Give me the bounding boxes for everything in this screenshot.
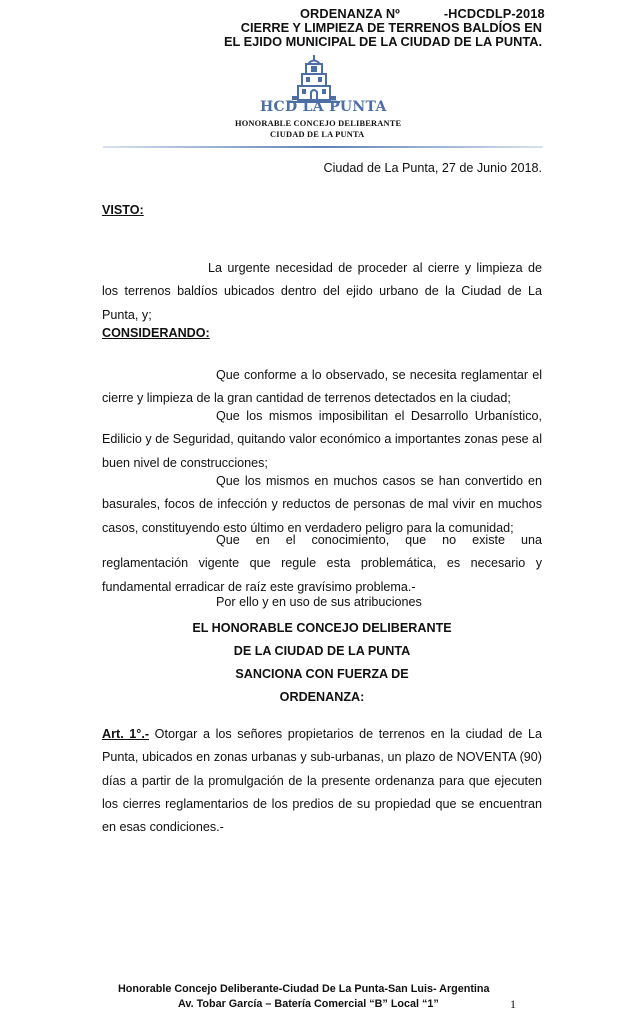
considerando-paragraph: Que los mismos en muchos casos se han convertido en basurales, focos de infección y reductos de personas de mal vivir en muchos casos, constituyendo esto último en verdadero peligro para la comunidad; [102,474,542,535]
article-1 [102,723,542,839]
header-divider [103,146,543,148]
article-1-label: Art. 1°.- [102,727,150,741]
article-1-text: Otorgar a los señores propietarios de terrenos en la ciudad de La Punta, ubicados en zonas urbanas y sub-urbanas, un plazo de NOVENTA (90) días a partir de la promulgación de la presente ordenanza para que ejecuten los cierres reglamentarios de los predios de su propiedad que se encuentran en esas condiciones.- [102,727,542,835]
considerando-paragraph: Que los mismos imposibilitan el Desarrollo Urbanístico, Edilicio y de Seguridad, quitando valor económico a importantes zonas pese al buen nivel de construcciones; [102,409,542,470]
ordinance-title-line2: EL EJIDO MUNICIPAL DE LA CIUDAD DE LA PUNTA. [223,34,542,49]
brand-name: HCD LA PUNTA [260,99,387,115]
sanction-line: SANCIONA CON FUERZA DE [235,667,409,681]
org-name-line2: CIUDAD DE LA PUNTA [270,130,365,139]
footer-line2: Av. Tobar García – Batería Comercial “B” Local “1” [178,998,439,1010]
visto-text: La urgente necesidad de proceder al cierre y limpieza de los terrenos baldíos ubicados dentro del ejido urbano de la Ciudad de La Punta, y; [102,261,542,322]
considerando-paragraph: Que conforme a lo observado, se necesita reglamentar el cierre y limpieza de la gran cantidad de terrenos detectados en la ciudad; [102,368,542,406]
sanction-line: EL HONORABLE CONCEJO DELIBERANTE [192,621,452,635]
org-name-line1: HONORABLE CONCEJO DELIBERANTE [235,119,402,128]
considerando-paragraph: Que en el conocimiento, que no existe una reglamentación vigente que regule esta problemática, es necesario y fundamental erradicar de raíz este gravísimo problema.- [102,533,542,594]
considerando-heading: CONSIDERANDO: [102,326,210,340]
considerando-closing: Por ello y en uso de sus atribuciones [216,595,422,609]
document-date: Ciudad de La Punta, 27 de Junio 2018. [323,161,542,175]
sanction-line: DE LA CIUDAD DE LA PUNTA [233,644,411,658]
ordinance-title-line1: CIERRE Y LIMPIEZA DE TERRENOS BALDÍOS EN [240,20,542,35]
sanction-line: ORDENANZA: [279,690,365,704]
ordinance-number: ORDENANZA Nº -HCDCDLP-2018 [300,6,545,21]
footer-line1: Honorable Concejo Deliberante-Ciudad De La Punta-San Luis- Argentina [118,983,490,995]
page-number: 1 [510,997,516,1011]
tower-icon [284,52,344,106]
visto-heading: VISTO: [102,203,144,217]
